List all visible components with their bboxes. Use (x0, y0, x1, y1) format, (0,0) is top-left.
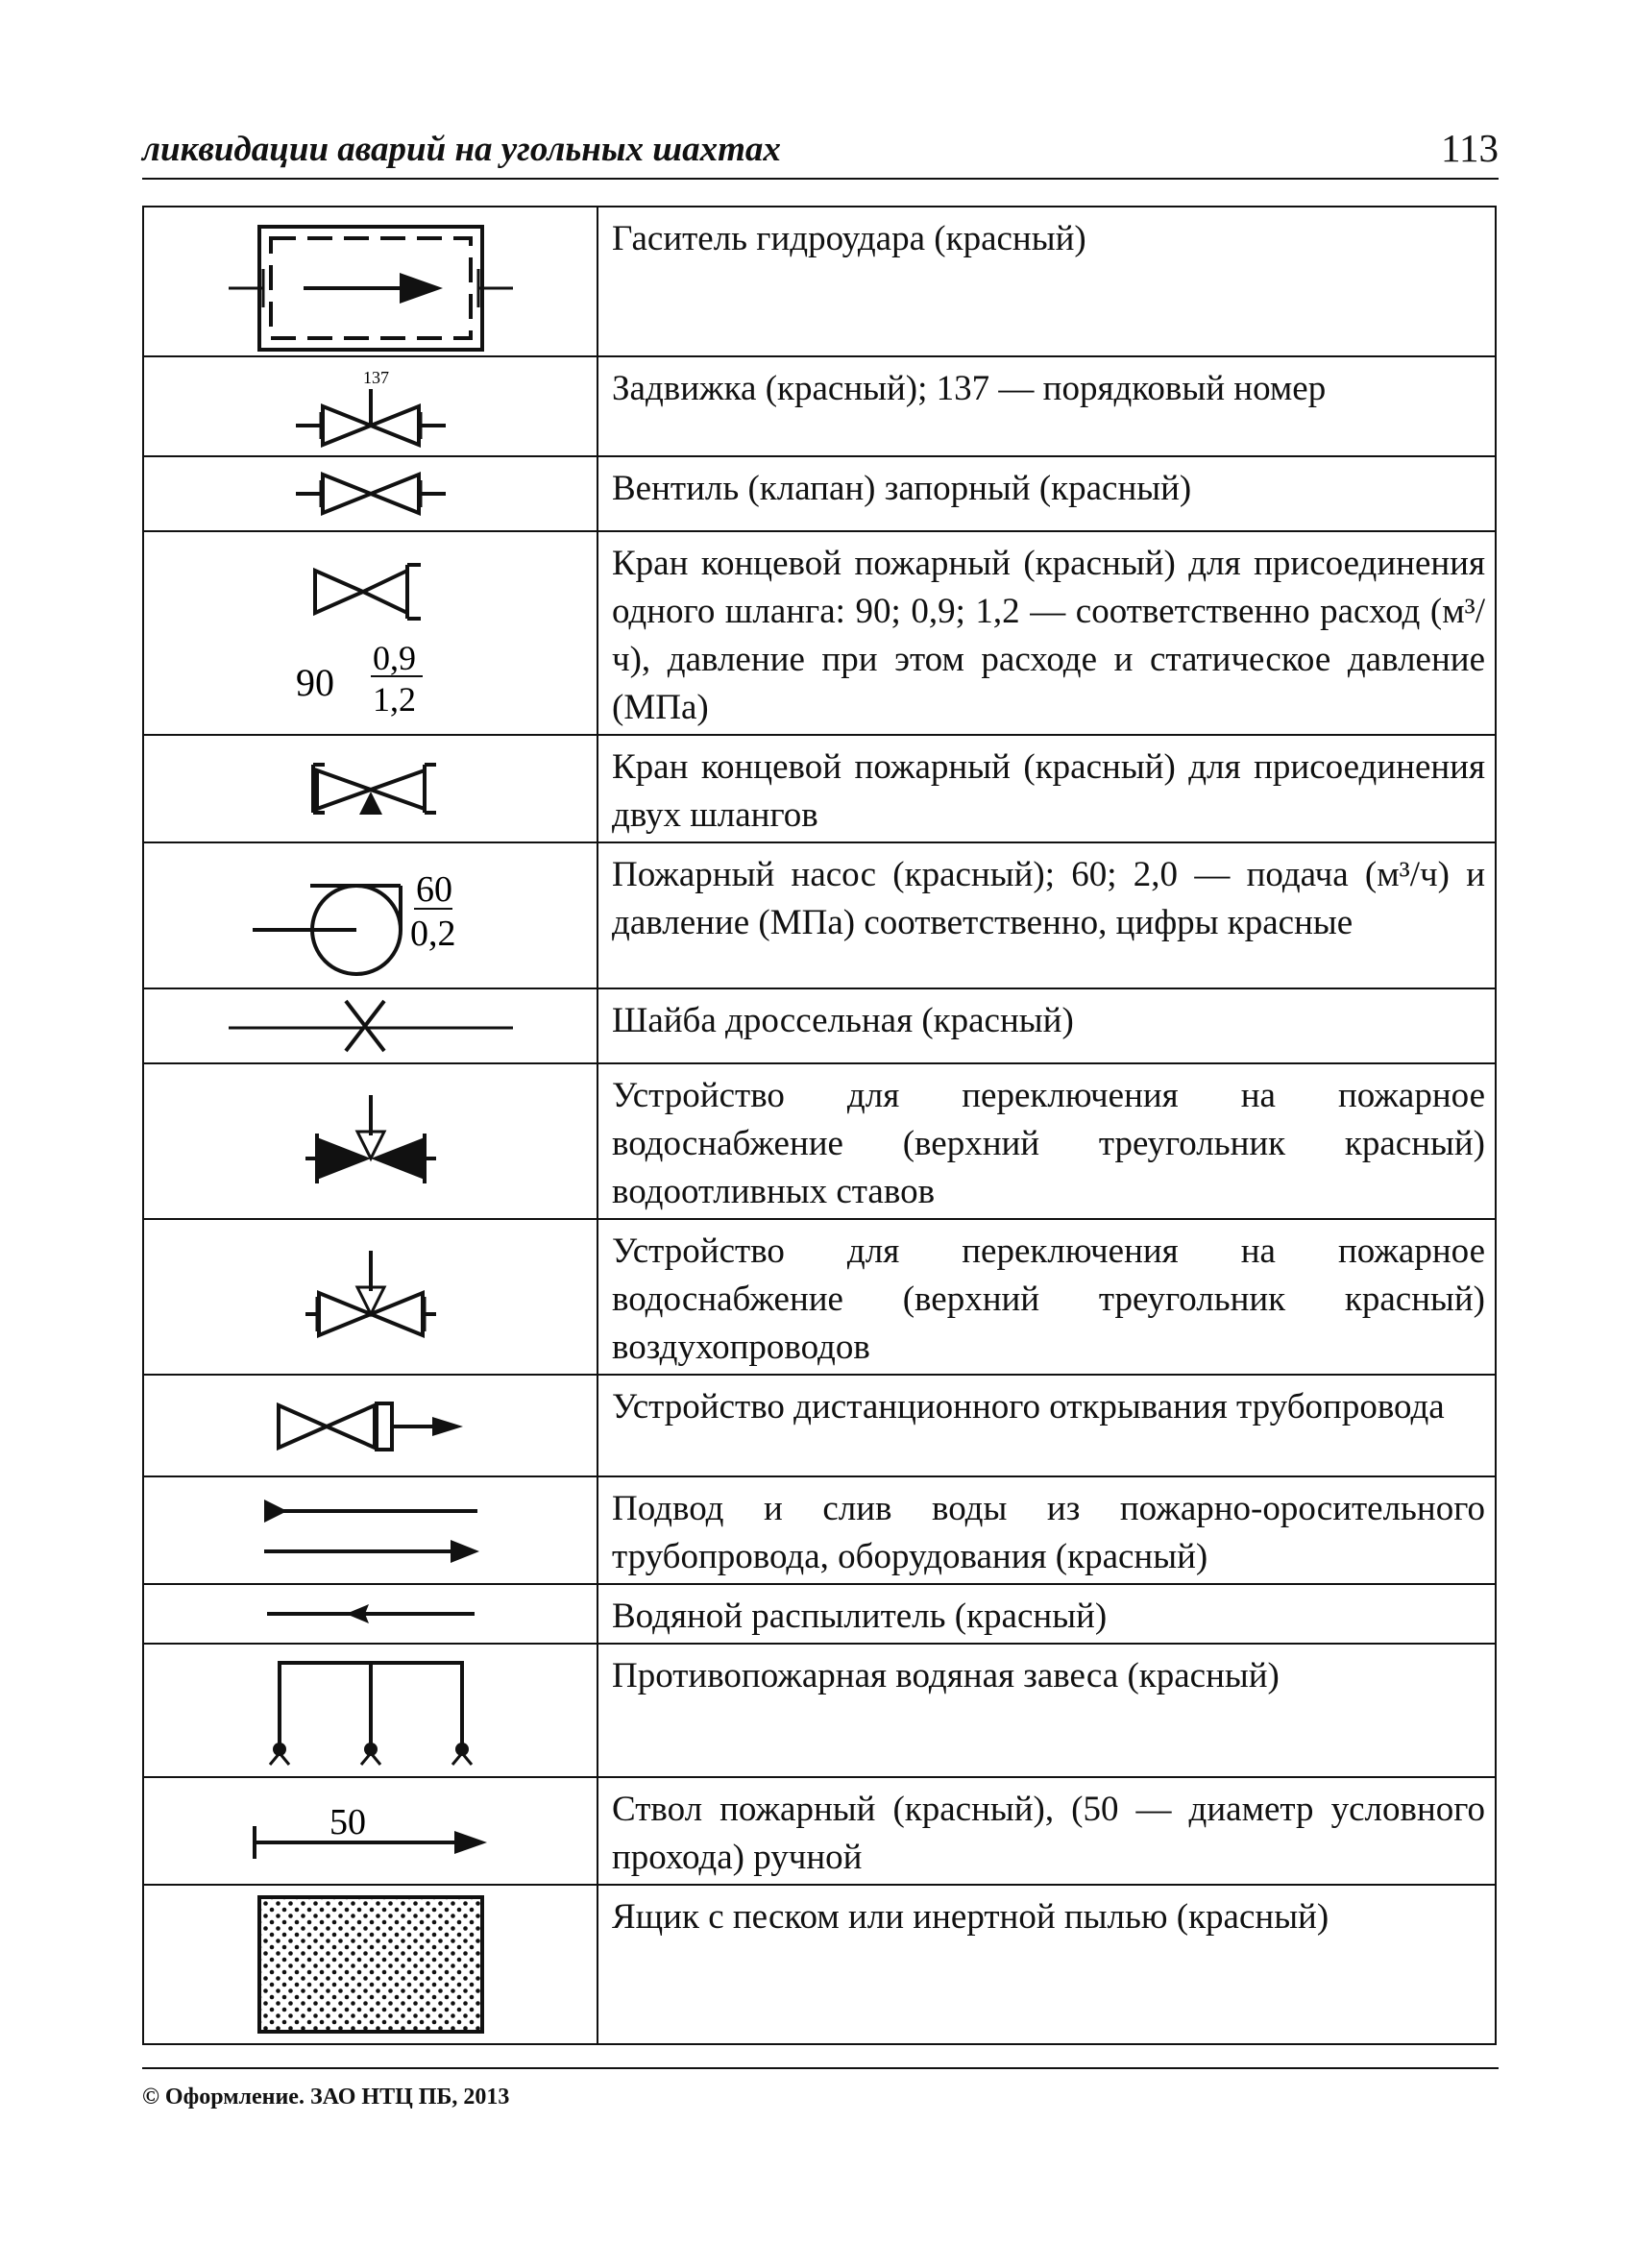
symbol-cell (143, 1375, 598, 1476)
pump-flow-label: 60 (415, 869, 452, 910)
page-header (142, 123, 1499, 173)
remote-opening-device-icon (275, 1392, 467, 1459)
nozzle-diameter-label: 50 (329, 1802, 366, 1842)
description-cell: Задвижка (красный); 137 — порядковый номер (598, 356, 1496, 456)
table-row (143, 988, 1496, 1063)
description-cell: Кран концевой пожарный (красный) для присоединения двух шлангов (598, 735, 1496, 842)
throttle-washer-icon (227, 997, 515, 1055)
static-pressure-label: 1,2 (372, 680, 416, 719)
symbol-cell (143, 1476, 598, 1584)
table-row (143, 1584, 1496, 1644)
water-supply-drain-icon (260, 1492, 481, 1569)
flow-rate-label: 90 (295, 661, 334, 704)
table-row (143, 735, 1496, 842)
fire-hydrant-single-icon (294, 551, 448, 719)
table-row (143, 842, 1496, 988)
symbol-cell (143, 1885, 598, 2044)
fire-hydrant-double-icon (304, 755, 438, 822)
header-rule (142, 178, 1499, 180)
table-row (143, 1063, 1496, 1219)
table-row (143, 207, 1496, 356)
table-row (143, 356, 1496, 456)
description-cell: Ящик с песком или инертной пылью (красный) (598, 1885, 1496, 2044)
switch-device-filled-icon (304, 1093, 438, 1189)
description-cell: Гаситель гидроудара (красный) (598, 207, 1496, 356)
symbol-cell (143, 735, 598, 842)
description-cell: Противопожарная водяная завеса (красный) (598, 1644, 1496, 1777)
description-cell: Пожарный насос (красный); 60; 2,0 — подача (м³/ч) и давление (МПа) соответственно, цифры красные (598, 842, 1496, 988)
symbol-cell (143, 356, 598, 456)
symbol-cell (143, 1063, 598, 1219)
water-curtain-icon (260, 1653, 481, 1768)
symbol-cell (143, 1219, 598, 1375)
table-row (143, 1777, 1496, 1885)
pressure-label: 0,9 (372, 639, 416, 677)
symbol-legend-table (142, 206, 1497, 2045)
pump-pressure-label: 0,2 (409, 914, 455, 954)
description-cell: Устройство для переключения на пожарное водоснабжение (верхний треугольник красный) воздухопроводов (598, 1219, 1496, 1375)
fire-pump-icon (251, 853, 491, 978)
symbol-cell (143, 531, 598, 735)
symbol-cell (143, 988, 598, 1063)
description-cell: Водяной распылитель (красный) (598, 1584, 1496, 1644)
table-row (143, 1219, 1496, 1375)
gate-valve-icon (294, 362, 448, 451)
fire-nozzle-icon (251, 1797, 491, 1865)
description-cell: Устройство для переключения на пожарное водоснабжение (верхний треугольник красный) водоотливных ставов (598, 1063, 1496, 1219)
valve-number-label: 137 (362, 368, 389, 387)
symbol-cell (143, 207, 598, 356)
description-cell: Вентиль (клапан) запорный (красный) (598, 456, 1496, 531)
page-number: 113 (1441, 126, 1499, 170)
copyright-footer: © Оформление. ЗАО НТЦ ПБ, 2013 (142, 2085, 510, 2109)
table-row (143, 1644, 1496, 1777)
table-row (143, 456, 1496, 531)
description-cell: Шайба дроссельная (красный) (598, 988, 1496, 1063)
water-sprayer-icon (265, 1595, 476, 1633)
symbol-cell (143, 842, 598, 988)
description-cell: Устройство дистанционного открывания трубопровода (598, 1375, 1496, 1476)
sand-box-icon (256, 1893, 486, 2036)
description-cell: Ствол пожарный (красный), (50 — диаметр условного прохода) ручной (598, 1777, 1496, 1885)
table-row (143, 1476, 1496, 1584)
footer-rule (142, 2067, 1499, 2069)
symbol-cell (143, 456, 598, 531)
water-hammer-damper-icon (227, 219, 515, 344)
switch-device-outline-icon (304, 1249, 438, 1345)
table-row (143, 1885, 1496, 2044)
description-cell: Кран концевой пожарный (красный) для присоединения одного шланга: 90; 0,9; 1,2 — соответственно расход (м³/ч), давление при этом расходе и статическое давление (МПа) (598, 531, 1496, 735)
table-row (143, 1375, 1496, 1476)
symbol-cell (143, 1777, 598, 1885)
table-row (143, 531, 1496, 735)
symbol-cell (143, 1644, 598, 1777)
running-title: ликвидации аварий на угольных шахтах (142, 130, 781, 169)
shutoff-valve-icon (294, 465, 448, 523)
description-cell: Подвод и слив воды из пожарно-оросительного трубопровода, оборудования (красный) (598, 1476, 1496, 1584)
symbol-cell (143, 1584, 598, 1644)
